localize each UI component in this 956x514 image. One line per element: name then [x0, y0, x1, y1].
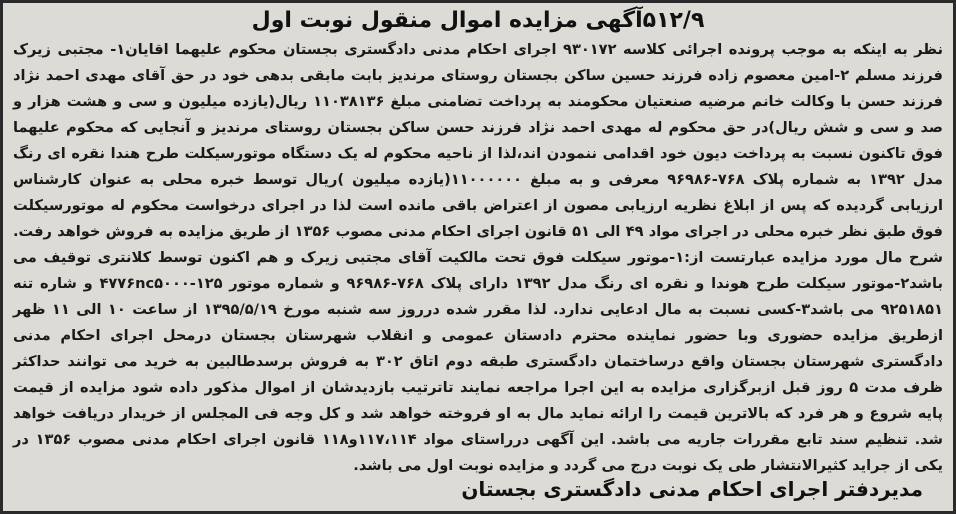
- notice-title: ۵۱۲/۹آگهی مزایده اموال منقول نوبت اول: [251, 8, 705, 33]
- notice-container: [9, 7, 947, 507]
- notice-body: نظر به اینکه به موجب پرونده اجرائی کلاسه ۹۳۰۱۷۲ اجرای احکام مدنی دادگستری بجستان محکوم علیهما اقایان۱- مجتبی زیرک فرزند مسلم ۲-امین معصوم زاده فرزند حسین ساکن بجستان روستای مرندیز بابت مابقی بدهی خود در حق آقای مهدی احمد نژاد فرزند حسن با وکالت خانم مرضیه صنعتیان محکومند به پرداخت تضامنی مبلغ ۱۱۰۳۸۱۳۶ ریال(یازده میلیون و سی و هشت هزار و صد و سی و شش ریال)در حق محکوم له مهدی احمد نژاد فرزند حسن ساکن بجستان روستای مرندیز و آنجایی که محکوم علیهما فوق تاکنون نسبت به پرداخت دیون خود اقدامی ننمودن اند،لذا از ناحیه محکوم له یک دستگاه موتورسیکلت طرح هندا نقره ای رنگ مدل ۱۳۹۲ به شماره پلاک ۷۶۸-۹۶۹۸۶ معرفی و به مبلغ ۱۱۰۰۰۰۰۰(یازده میلیون )ریال توسط خبره محلی به عنوان کارشناس ارزیابی گردیده که پس از ابلاغ نظریه ارزیابی مصون از اعتراض باقی مانده است لذا در اجرای درخواست محکوم له موتورسیکلت فوق طبق نظر خبره محلی در اجرای مواد ۴۹ الی ۵۱ قانون اجرای احکام مدنی مصوب ۱۳۵۶ از طریق مزایده به فروش خواهد رفت. شرح مال مورد مزایده عبارتست از:۱-موتور سیکلت فوق تحت مالکیت آقای مجتبی زیرک و هم اکنون توسط کلانتری توقیف می باشد۲-موتور سیکلت طرح هوندا و نقره ای رنگ مدل ۱۳۹۲ دارای پلاک ۷۶۸-۹۶۹۸۶ و شماره موتور ۴۷۷۶nc۵۰۰۰-۱۲۵ و شاره تنه ۹۲۵۱۸۵۱ می باشد۳-کسی نسبت به مال ادعایی ندارد. لذا مقرر شده درروز سه شنبه مورخ ۱۳۹۵/۵/۱۹ از ساعت ۱۰ الی ۱۱ ظهر ازطریق مزایده حضوری وبا حضور نماینده محترم دادستان عمومی و انقلاب شهرستان بجستان درمحل اجرای احکام مدنی دادگستری شهرستان بجستان واقع درساختمان دادگستری طبقه دوم اتاق ۳۰۲ به فروش برسدطالبین به خرید می توانند حداکثر ظرف مدت ۵ روز قبل ازبرگزاری مزایده به این اجرا مراجعه نمایند تاترتیب بازدیدشان از اموال مذکور داده شود مزایده از قیمت پایه شروع و هر فرد که بالاترین قیمت را ارائه نماید مال به او فروخته خواهد شد و کل وجه فی المجلس از خریدار دریافت خواهد شد. تنظیم سند تابع مقررات جاریه می باشد. این آگهی درراستای مواد ۱۱۷،۱۱۴و۱۱۸ قانون اجرای احکام مدنی مصوب ۱۳۵۶ در یکی از جراید کثیرالانتشار طی یک نوبت درج می گردد و مزایده نوبت اول می باشد.: [13, 41, 943, 474]
- notice-signature: مدیردفتر اجرای احکام مدنی دادگستری بجستان: [461, 477, 923, 501]
